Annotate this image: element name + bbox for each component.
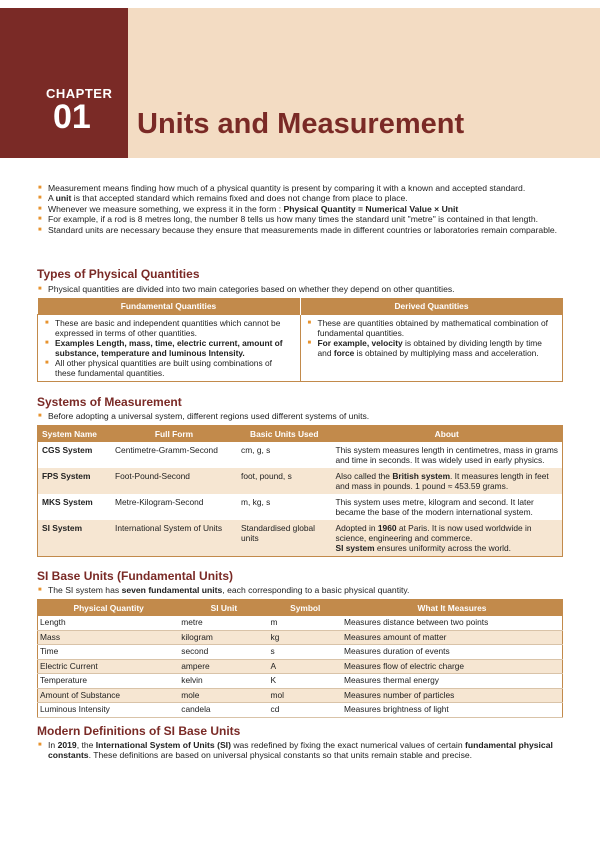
page-title: Units and Measurement (137, 108, 465, 140)
table-row: Time second s Measures duration of events (38, 645, 563, 660)
section-heading-types: Types of Physical Quantities (37, 267, 200, 281)
table-row: Length metre m Measures distance between two points (38, 616, 563, 630)
fundamental-cell: ■ These are basic and independent quantities which cannot be expressed in terms of other quantities. ■ Examples Length, mass, time, electric current, amount of substance, temperature and luminous Intensity. ■ All other physical quantities are built using combinations of these fundamental quantities. (38, 315, 301, 382)
intro-bullet-5: ■ Standard units are necessary because they ensure that measurements made in different countries or laboratories remain comparable. (37, 225, 563, 235)
intro-bullet-4: ■ For example, if a rod is 8 metres long, the number 8 tells us how many times the standard unit "metre" is contained in that length. (37, 214, 563, 224)
modern-paragraph: ■ In 2019, the International System of Units (SI) was redefined by fixing the exact numerical values of certain fundamental physical constants. These definitions are based on universal physical constants so that units remain stable and precise. (37, 740, 563, 761)
systems-table: System Name Full Form Basic Units Used About CGS System Centimetre-Gramm-Second cm, g, s This system measures length in centimetres, mass in grams and time in seconds. It was widely used in early physics. FPS System Foot-Pound-Second foot, pound, s Also called the British system. It measures length in feet and mass in pounds. 1 pound ≈ 453.59 grams. MKS System Metre-Kilogram-Second m, kg, s This system uses metre, kilogram and second. It later became the base of the modern international system. SI System International System of Units Standardised global units Adopted in 1960 at Paris. It is now used worldwide in science, engineering and commerce. SI system ensures uniformity across the world. (37, 425, 563, 557)
table-row: MKS System Metre-Kilogram-Second m, kg, s This system uses metre, kilogram and second. It later became the base of the modern international system. (38, 494, 563, 520)
intro-bullet-1: ■ Measurement means finding how much of a physical quantity is present by comparing it with a known and accepted standard. (37, 183, 563, 193)
section-heading-modern: Modern Definitions of SI Base Units (37, 724, 241, 738)
si-units-intro: ■ The SI system has seven fundamental units, each corresponding to a basic physical quantity. (37, 585, 563, 595)
types-table (37, 298, 563, 382)
table-row: SI System International System of Units Standardised global units Adopted in 1960 at Paris. It is now used worldwide in science, engineering and commerce. SI system ensures uniformity across the world. (38, 520, 563, 557)
col-header-derived: Derived Quantities (300, 298, 563, 315)
chapter-label: CHAPTER (46, 86, 113, 101)
section-heading-si-units: SI Base Units (Fundamental Units) (37, 569, 234, 583)
table-row: Temperature kelvin K Measures thermal energy (38, 674, 563, 689)
table-row: Electric Current ampere A Measures flow of electric charge (38, 659, 563, 674)
table-row: FPS System Foot-Pound-Second foot, pound, s Also called the British system. It measures length in feet and mass in pounds. 1 pound ≈ 453.59 grams. (38, 468, 563, 494)
chapter-number: 01 (53, 98, 91, 136)
section-heading-systems: Systems of Measurement (37, 395, 182, 409)
table-row: Amount of Substance mole mol Measures number of particles (38, 688, 563, 703)
si-units-table: Physical Quantity SI Unit Symbol What It Measures Length metre m Measures distance between two points Mass kilogram kg Measures amount of matter Time second s Measures duration of events Electric Current ampere A Measures flow of electric charge Temperature kelvin K Measures thermal energy Amount of Substance mole mol Measures number of particles Luminous Intensity candela cd Measures brightness of light (37, 599, 563, 718)
intro-bullet-2: ■ A unit is that accepted standard which remains fixed and does not change from place to place. (37, 193, 563, 203)
table-row: CGS System Centimetre-Gramm-Second cm, g, s This system measures length in centimetres, mass in grams and time in seconds. It was widely used in early physics. (38, 442, 563, 468)
table-row: Mass kilogram kg Measures amount of matter (38, 630, 563, 645)
intro-bullet-3: ■ Whenever we measure something, we express it in the form : Physical Quantity = Numerical Value × Unit (37, 204, 563, 214)
intro-bullets (37, 183, 563, 235)
systems-intro: ■ Before adopting a universal system, different regions used different systems of units. (37, 411, 563, 421)
table-row: Luminous Intensity candela cd Measures brightness of light (38, 703, 563, 718)
types-intro: ■ Physical quantities are divided into two main categories based on whether they depend on other quantities. (37, 284, 563, 294)
col-header-fundamental: Fundamental Quantities (38, 298, 301, 315)
derived-cell: ■ These are quantities obtained by mathematical combination of fundamental quantities. ■ For example, velocity is obtained by dividing length by time and force is obtained by multiplying mass and acceleration. (300, 315, 563, 382)
